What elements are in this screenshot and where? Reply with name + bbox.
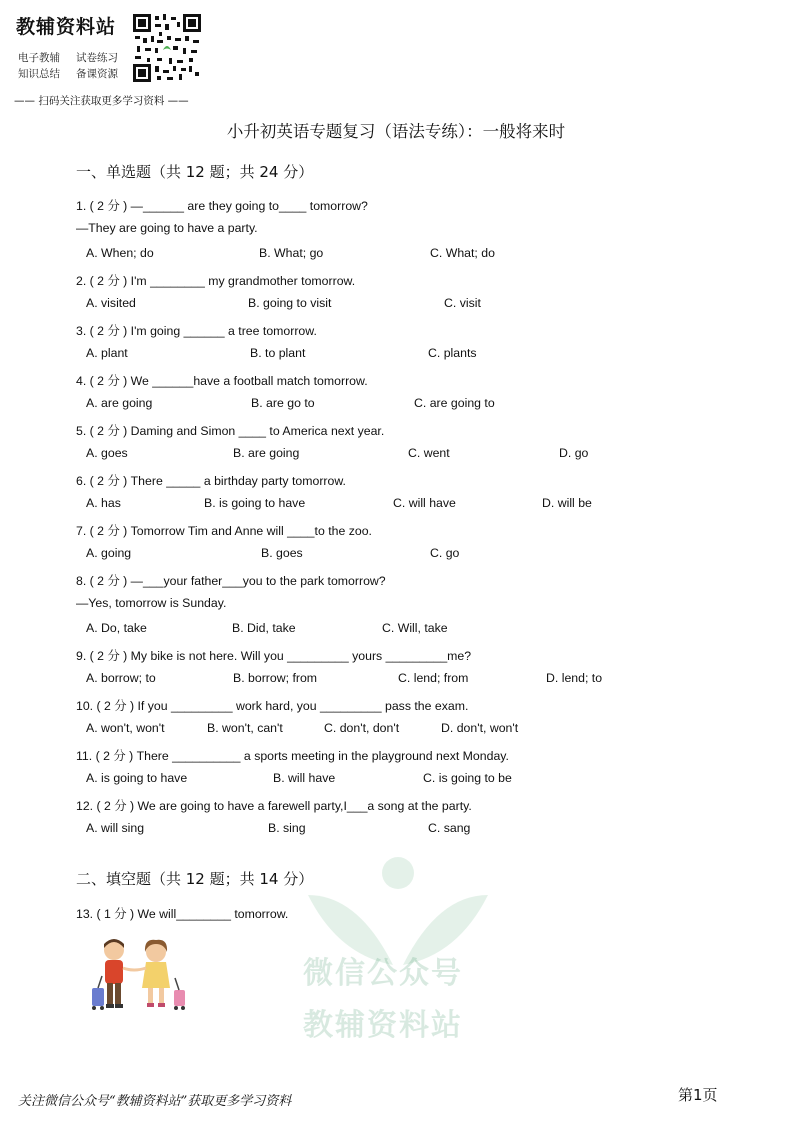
scan-note: —— 扫码关注获取更多学习资料 —— [14, 95, 189, 107]
question-1-line2: —They are going to have a party. [76, 221, 258, 235]
q3-option-a: A. plant [86, 346, 128, 360]
q5-option-b: B. are going [233, 446, 300, 460]
q9-option-a: A. borrow; to [86, 671, 156, 685]
question-13: 13. ( 1 分 ) We will________ tomorrow. [76, 907, 289, 921]
question-10: 10. ( 2 分 ) If you _________ work hard, you _________ pass the exam. [76, 699, 469, 713]
q2-option-c: C. visit [444, 296, 481, 310]
question-9: 9. ( 2 分 ) My bike is not here. Will you _________ yours _________me? [76, 649, 472, 663]
question-4: 4. ( 2 分 ) We ______have a football match tomorrow. [76, 374, 368, 388]
q10-option-b: B. won't, can't [207, 721, 283, 735]
question-12: 12. ( 2 分 ) We are going to have a farewell party,I___a song at the party. [76, 799, 472, 813]
q7-option-a: A. going [86, 546, 132, 560]
q11-option-c: C. is going to be [423, 771, 512, 785]
question-7: 7. ( 2 分 ) Tomorrow Tim and Anne will ____to the zoo. [76, 524, 372, 538]
q1-option-b: B. What; go [259, 246, 324, 260]
question-6: 6. ( 2 分 ) There _____ a birthday party tomorrow. [76, 474, 346, 488]
question-3: 3. ( 2 分 ) I'm going ______ a tree tomorrow. [76, 324, 317, 338]
q9-option-c: C. lend; from [398, 671, 469, 685]
q5-option-d: D. go [559, 446, 589, 460]
q8-option-b: B. Did, take [232, 621, 296, 635]
watermark-text-1: 微信公众号 [303, 956, 463, 991]
q6-option-a: A. has [86, 496, 121, 510]
watermark-text-2: 教辅资料站 [303, 1008, 463, 1043]
q7-option-c: C. go [430, 546, 460, 560]
tag-knowledge: 知识总结 [18, 68, 60, 80]
q9-option-d: D. lend; to [546, 671, 603, 685]
footer-note: 关注微信公众号“教辅资料站”获取更多学习资料 [18, 1094, 292, 1109]
q3-option-c: C. plants [428, 346, 477, 360]
q7-option-b: B. goes [261, 546, 303, 560]
question-5: 5. ( 2 分 ) Daming and Simon ____ to America next year. [76, 424, 385, 438]
question-1: 1. ( 2 分 ) —______ are they going to____ tomorrow? [76, 199, 368, 213]
tag-ebook: 电子教辅 [18, 52, 60, 64]
q4-option-b: B. are go to [251, 396, 315, 410]
brand-logo-text: 教辅资料站 [16, 16, 117, 38]
q12-option-c: C. sang [428, 821, 471, 835]
q5-option-c: C. went [408, 446, 450, 460]
q1-option-c: C. What; do [430, 246, 495, 260]
q10-option-d: D. don't, won't [441, 721, 519, 735]
q10-option-a: A. won't, won't [86, 721, 165, 735]
q5-option-a: A. goes [86, 446, 128, 460]
tag-exam: 试卷练习 [76, 52, 118, 64]
q4-option-c: C. are going to [414, 396, 495, 410]
question-2: 2. ( 2 分 ) I'm ________ my grandmother tomorrow. [76, 274, 356, 288]
q8-option-c: C. Will, take [382, 621, 448, 635]
travelers-illustration [80, 936, 192, 1016]
q6-option-c: C. will have [393, 496, 456, 510]
q6-option-b: B. is going to have [204, 496, 306, 510]
q4-option-a: A. are going [86, 396, 153, 410]
question-11: 11. ( 2 分 ) There __________ a sports meeting in the playground next Monday. [76, 749, 509, 763]
q2-option-a: A. visited [86, 296, 136, 310]
q2-option-b: B. going to visit [248, 296, 332, 310]
q8-option-a: A. Do, take [86, 621, 147, 635]
q11-option-b: B. will have [273, 771, 336, 785]
tag-resources: 备课资源 [76, 68, 118, 80]
page-title: 小升初英语专题复习（语法专练）：一般将来时 [226, 122, 566, 141]
q1-option-a: A. When; do [86, 246, 154, 260]
q11-option-a: A. is going to have [86, 771, 188, 785]
q12-option-a: A. will sing [86, 821, 145, 835]
section-heading-fill-blank: 二、填空题（共 12 题；共 14 分） [76, 870, 314, 888]
q3-option-b: B. to plant [250, 346, 306, 360]
q9-option-b: B. borrow; from [233, 671, 318, 685]
question-8-line2: —Yes, tomorrow is Sunday. [76, 596, 227, 610]
section-heading-single-choice: 一、单选题（共 12 题；共 24 分） [76, 163, 314, 181]
q12-option-b: B. sing [268, 821, 306, 835]
qr-code-image [133, 14, 201, 82]
q10-option-c: C. don't, don't [324, 721, 400, 735]
page-number: 第1页 [678, 1086, 718, 1104]
q6-option-d: D. will be [542, 496, 592, 510]
question-8: 8. ( 2 分 ) —___your father___you to the park tomorrow? [76, 574, 386, 588]
